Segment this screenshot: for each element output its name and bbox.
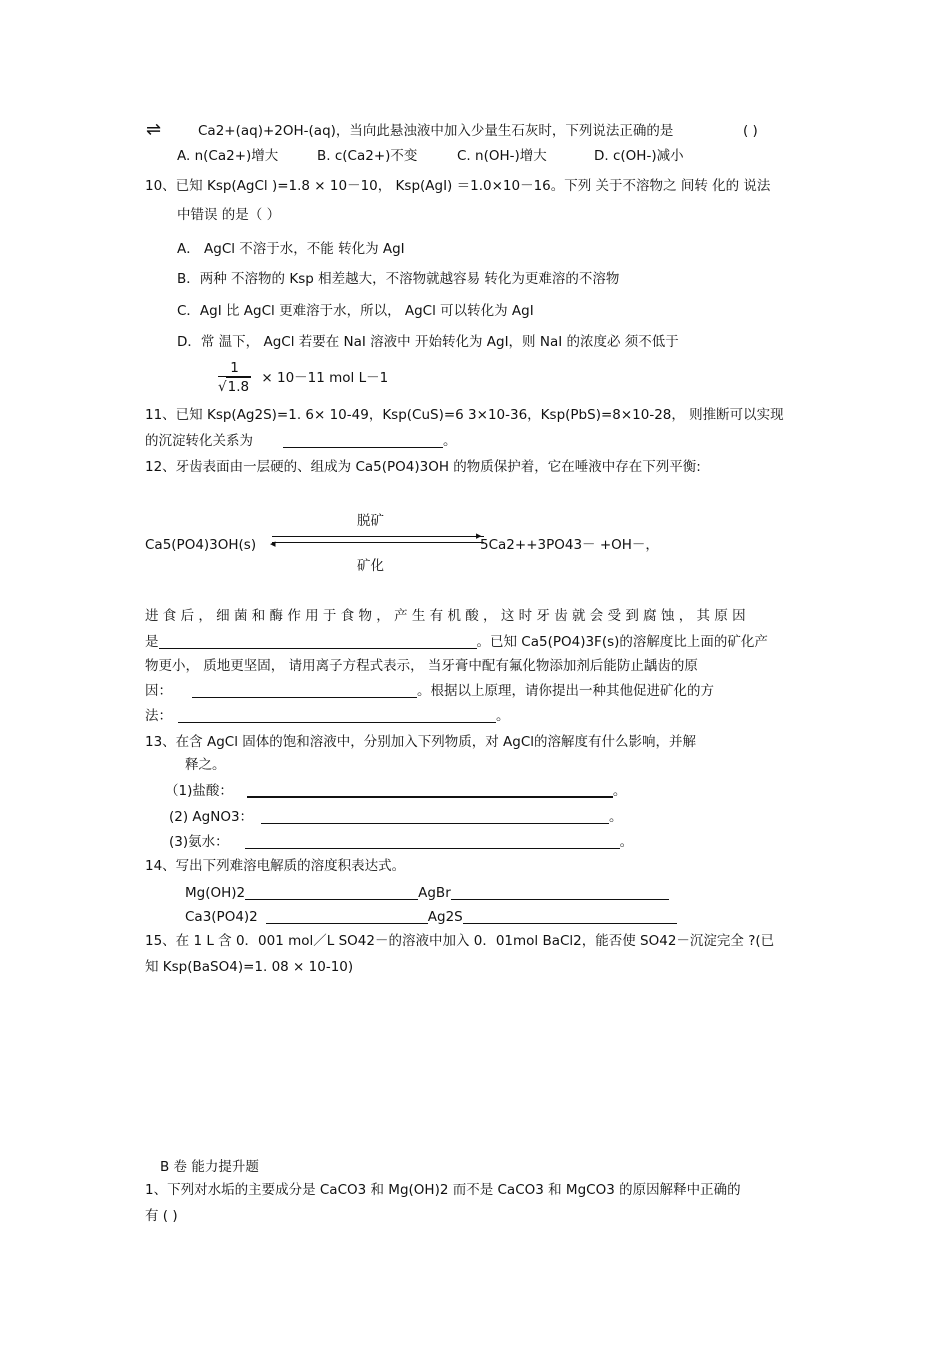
q12-eq-right: 5Ca2++3PO43－ +OH－， <box>480 537 659 553</box>
q12-stem-line2: 进 食 后 ， 细 菌 和 酶 作 用 于 食 物 ， 产 生 有 机 酸 ， 这 时 牙 齿 就 会 受 到 腐 蚀 ， 其 原 因 <box>145 608 746 624</box>
q14-stem: 14、写出下列难溶电解质的溶度积表达式。 <box>145 858 406 874</box>
q9-eq-text: Ca2+(aq)+2OH-(aq)，当向此悬浊液中加入少量生石灰时，下列说法正确的是 <box>198 123 674 139</box>
q13-stem-line2: 释之。 <box>185 757 226 773</box>
q14-agbr-label: AgBr <box>418 885 451 901</box>
section-b-q1-line2: 有 ( ) <box>145 1208 178 1224</box>
q10-option-a: A． AgCl 不溶于水，不能 转化为 AgI <box>177 241 405 257</box>
q14-ca3po42-label: Ca3(PO4)2 <box>185 909 258 925</box>
q13-item2-label: (2) AgNO3： <box>169 809 254 825</box>
q15-stem-line2: 知 Ksp(BaSO4)=1. 08 × 10-10) <box>145 959 354 975</box>
q14-agbr-blank[interactable] <box>451 885 669 900</box>
q11-stem-line2-text: 的沉淀转化关系为 <box>145 433 253 449</box>
q14-mgoh2-blank[interactable] <box>245 885 418 900</box>
q14-ca3po42-blank[interactable] <box>266 909 428 924</box>
q12-stem-line1: 12、牙齿表面由一层硬的、组成为 Ca5(PO4)3OH 的物质保护着，它在唾液中存在下列平衡: <box>145 459 701 475</box>
q11-stem-line2 <box>145 432 457 450</box>
q13-stem-line1: 13、在含 AgCl 固体的饱和溶液中，分别加入下列物质，对 AgCl的溶解度有什么影响，并解 <box>145 734 697 750</box>
q12-line5-post: 。根据以上原理，请你提出一种其他促进矿化的方 <box>417 683 714 699</box>
q13-item-ammonia <box>169 833 633 851</box>
q12-eq-left: Ca5(PO4)3OH(s) <box>145 537 257 553</box>
q13-item1-blank[interactable] <box>247 782 613 798</box>
q10-fraction-denominator: √1.8 <box>218 379 250 395</box>
q10-option-d: D．常 温下， AgCl 若要在 NaI 溶液中 开始转化为 AgI，则 NaI 的浓度必 须不低于 <box>177 334 679 350</box>
q10-option-c: C．AgI 比 AgCl 更难溶于水，所以， AgCl 可以转化为 AgI <box>177 303 534 319</box>
q13-item-hydrochloric-acid <box>165 782 626 800</box>
q12-stem-line5 <box>145 682 714 700</box>
q11-end: 。 <box>443 433 457 449</box>
q10-fraction <box>218 360 251 396</box>
q12-line3-pre: 是 <box>145 634 159 650</box>
q9-option-d: D. c(OH-)减小 <box>594 148 684 164</box>
q12-arrowhead-right: ▸ <box>476 529 482 542</box>
section-b-q1-line1: 1、下列对水垢的主要成分是 CaCO3 和 Mg(OH)2 而不是 CaCO3 和 MgCO3 的原因解释中正确的 <box>145 1182 741 1198</box>
q10-stem-line2: 中错误 的是（ ） <box>177 207 281 223</box>
q13-item1-end: 。 <box>612 783 627 799</box>
q12-line3-post: 。已知 Ca5(PO4)3F(s)的溶解度比上面的矿化产 <box>476 634 768 650</box>
q12-line5-pre: 因： <box>145 683 172 699</box>
q10-fraction-numerator: 1 <box>218 360 251 377</box>
q12-method-blank[interactable] <box>178 708 496 723</box>
q11-stem-line1: 11、已知 Ksp(Ag2S)=1. 6× 10-49，Ksp(CuS)=6 3×10-36，Ksp(PbS)=8×10-28， 则推断可以实现 <box>145 407 784 423</box>
q12-line6-pre: 法： <box>145 708 172 724</box>
q12-ion-equation-blank[interactable] <box>192 683 417 698</box>
q13-item3-blank[interactable] <box>245 834 620 849</box>
q12-stem-line4: 物更小， 质地更坚固， 请用离子方程式表示， 当牙膏中配有氟化物添加剂后能防止龋齿的原 <box>145 658 698 674</box>
q9-option-a: A. n(Ca2+)增大 <box>177 148 279 164</box>
q12-forward-arrow <box>272 536 484 537</box>
q12-stem-line3 <box>145 633 768 651</box>
q12-arrowhead-left: ◂ <box>270 537 276 550</box>
q12-reason-blank[interactable] <box>159 634 477 649</box>
q11-answer-blank[interactable] <box>283 433 443 448</box>
q9-eq-arrow: ⇌ <box>146 119 162 140</box>
q9-option-b: B. c(Ca2+)不变 <box>317 148 418 164</box>
q10-fraction-tail: × 10－11 mol L－1 <box>261 370 389 386</box>
q10-stem-line1: 10、已知 Ksp(AgCl )=1.8 × 10－10， Ksp(AgI) ＝1.0×10－16。下列 关于不溶物之 间转 化的 说法 <box>145 178 771 194</box>
q13-item3-label: (3)氨水： <box>169 834 229 850</box>
q10-option-b: B．两种 不溶物的 Ksp 相差越大，不溶物就越容易 转化为更难溶的不溶物 <box>177 271 620 287</box>
q10-fraction-expression <box>218 360 388 396</box>
q14-ag2s-blank[interactable] <box>463 909 677 924</box>
q12-label-demineralize: 脱矿 <box>357 513 384 529</box>
q9-option-c: C. n(OH-)增大 <box>457 148 547 164</box>
q12-line6-post: 。 <box>496 708 510 724</box>
q12-label-mineralize: 矿化 <box>357 558 384 574</box>
q12-stem-line6 <box>145 707 510 725</box>
section-b-title: B 卷 能力提升题 <box>160 1159 259 1175</box>
q13-item2-end: 。 <box>609 809 623 825</box>
q13-item1-label: （1)盐酸： <box>165 783 233 799</box>
q12-reverse-arrow <box>272 542 484 543</box>
q14-row1 <box>185 884 669 902</box>
q14-mgoh2-label: Mg(OH)2 <box>185 885 246 901</box>
q15-stem-line1: 15、在 1 L 含 0．001 mol／L SO42－的溶液中加入 0．01mol BaCl2，能否使 SO42－沉淀完全 ?(已 <box>145 933 775 949</box>
q14-ag2s-label: Ag2S <box>427 909 463 925</box>
q13-item-silver-nitrate <box>169 808 623 826</box>
q13-item2-blank[interactable] <box>261 809 609 824</box>
q9-paren: ( ) <box>743 123 758 139</box>
q13-item3-end: 。 <box>619 834 634 850</box>
q14-row2 <box>185 908 677 926</box>
